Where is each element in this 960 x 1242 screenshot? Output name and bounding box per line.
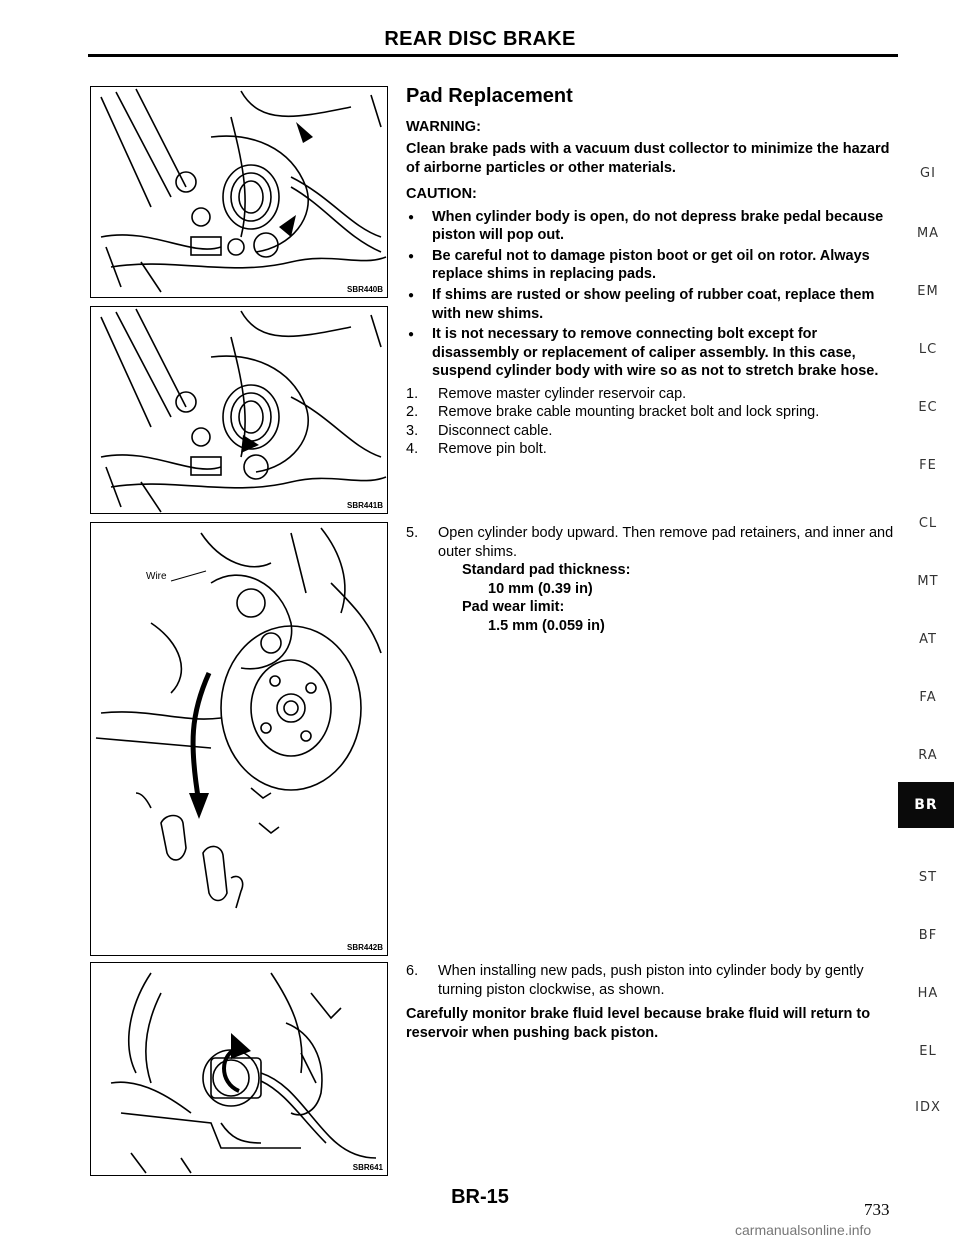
side-tab-br[interactable]: BR <box>898 782 954 828</box>
step5-block <box>406 524 896 635</box>
caution-label: CAUTION: <box>406 186 477 203</box>
caution-item: ● It is not necessary to remove connecting bolt except for disassembly or replacement of caliper assembly. In this case, suspend cylinder body with wire so as not to stretch brake hose. <box>406 325 896 381</box>
figure-piston-tool <box>90 962 388 1176</box>
figure-label: SBR441B <box>346 501 383 510</box>
step-item: 6. When installing new pads, push piston into cylinder body by gently turning piston clockwise, as shown. <box>406 963 864 998</box>
warning-text: Clean brake pads with a vacuum dust collector to minimize the hazard of airborne particles or other materials. <box>406 141 890 176</box>
page-title: REAR DISC BRAKE <box>384 28 576 50</box>
side-tab-ra[interactable]: RA <box>918 748 938 763</box>
side-tab-st[interactable]: ST <box>918 870 938 885</box>
side-tab-mt[interactable]: MT <box>917 574 939 589</box>
page-number: 733 <box>864 1200 890 1219</box>
piston-tool-illustration <box>91 963 388 1176</box>
site-watermark: carmanualsonline.info <box>735 1222 872 1238</box>
figure-caliper-1 <box>90 86 388 298</box>
rotor-illustration <box>91 523 388 956</box>
spec-label: Pad wear limit: <box>462 599 565 616</box>
caution-item: ● If shims are rusted or show peeling of rubber coat, replace them with new shims. <box>406 286 896 323</box>
figure-rotor-pads <box>90 522 388 956</box>
step-item: 5. Open cylinder body upward. Then remove pad retainers, and inner and outer shims. <box>406 525 894 560</box>
side-tab-cl[interactable]: CL <box>918 516 938 531</box>
figure-label: SBR442B <box>346 943 383 952</box>
spec-label: Standard pad thickness: <box>462 562 631 579</box>
side-tab-gi[interactable]: GI <box>920 166 936 181</box>
side-tab-fe[interactable]: FE <box>919 458 937 473</box>
step6-block <box>406 962 896 1046</box>
side-tab-ha[interactable]: HA <box>917 986 939 1001</box>
final-note: Carefully monitor brake fluid level because brake fluid will return to reservoir when pushing back piston. <box>406 1006 871 1041</box>
warning-label: WARNING: <box>406 118 481 135</box>
side-tab-at[interactable]: AT <box>919 632 937 647</box>
pad-replacement-section <box>406 84 896 459</box>
side-tab-ec[interactable]: EC <box>918 400 938 415</box>
step-item: 3. Disconnect cable. <box>406 422 553 439</box>
spec-value: 1.5 mm (0.059 in) <box>488 617 605 634</box>
spec-value: 10 mm (0.39 in) <box>488 580 593 597</box>
step-item: 4. Remove pin bolt. <box>406 441 547 458</box>
arrow-down-icon <box>189 793 209 819</box>
page-code: BR-15 <box>451 1186 509 1208</box>
arrow-icon <box>296 122 313 143</box>
step-item: 1. Remove master cylinder reservoir cap. <box>406 385 687 402</box>
side-tab-bf[interactable]: BF <box>918 928 938 943</box>
caliper-illustration-1 <box>91 87 388 298</box>
figure-label: SBR641 <box>352 1163 383 1172</box>
arrow-icon <box>241 435 259 453</box>
caution-item: ● Be careful not to damage piston boot or get oil on rotor. Always replace shims in replacing pads. <box>406 247 896 284</box>
caution-item: ● When cylinder body is open, do not depress brake pedal because piston will pop out. <box>406 208 896 245</box>
step-item: 2. Remove brake cable mounting bracket bolt and lock spring. <box>406 404 820 421</box>
side-tab-em[interactable]: EM <box>917 284 939 299</box>
section-title: Pad Replacement <box>406 85 573 107</box>
figure-label: SBR440B <box>346 285 383 294</box>
figure-caliper-2 <box>90 306 388 514</box>
side-tab-lc[interactable]: LC <box>918 342 938 357</box>
header-rule <box>88 54 898 57</box>
side-tab-el[interactable]: EL <box>919 1044 937 1059</box>
wire-callout: Wire <box>146 571 167 582</box>
side-tab-fa[interactable]: FA <box>919 690 937 705</box>
caliper-illustration-2 <box>91 307 388 514</box>
side-tab-ma[interactable]: MA <box>916 226 940 241</box>
side-tab-idx[interactable]: IDX <box>915 1100 941 1115</box>
